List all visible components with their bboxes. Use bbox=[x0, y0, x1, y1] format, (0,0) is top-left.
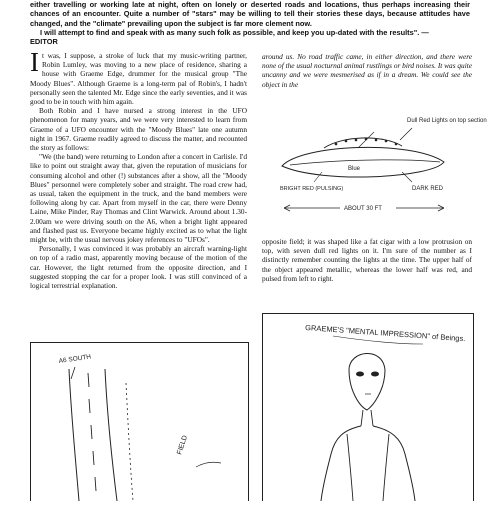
editor-intro bbox=[30, 0, 470, 46]
drop-cap: I bbox=[30, 47, 39, 77]
quote-continuation: around us. No road traffic came, in either direction, and there were none of the usual nocturnal animal rustlings or bird noises. It was quite uncanny and we were mesmerised as if in a dream. We could see the object in the bbox=[262, 52, 472, 89]
paragraph-1-text: t was, I suppose, a stroke of luck that my music-writing partner, Robin Lumley, was moving to a new place of residence, sharing a house with Graeme Edge, drummer for the musical group "The Moody Blues". Although Graeme is a long-term pal of Robin's, I hadn't personally seen the talented Mr. Edge since the early seventies, and it was good to be in touch with him again. bbox=[30, 51, 247, 107]
article-paragraph-4: Personally, I was convinced it was probably an aircraft warning-light on top of a radio mast, apparently moving because of the motion of the car. However, the light returned from the opposite direction, and I suggested stopping the car for a proper look. I was still convinced of a logical terrestrial explanation. bbox=[30, 244, 247, 291]
alien-sketch-figure bbox=[262, 313, 474, 501]
article-left-column bbox=[30, 47, 247, 291]
article-paragraph-3: "We (the band) were returning to London after a concert in Carlisle. I'd like to point out straight away that, given the reputation of musicians for consuming alcohol and other (!) substances after a show, all the "Moody Blues" personnel were completely sober and straight. The road crew had, as usual, taken the equipment in the truck, and the band members were following along by car. Apart from myself in the car, there were Denny Laine, Mike Pinder, Ray Thomas and Clint Warwick. Around about 1.30-2.00am we were driving south on the A6, when a bright light appeared and flashed past us. Everyone became highly excited as to what the light might be, with the usual nervous jokey references to "UFOs". bbox=[30, 152, 247, 245]
intro-promise: I will attempt to find and speak with as many such folk as possible, and keep you up-dated with the results". — bbox=[40, 27, 429, 37]
intro-paragraph: either travelling or working late at night, often on lonely or deserted roads and locations, thus perhaps increasing their chances of an encounter. Quite a number of "stars" may be willing to tell their stories these days, because attitudes have changed, and the "climate" prevailing upon the subject is far more clement now. bbox=[30, 0, 470, 28]
article-right-column-middle bbox=[262, 237, 472, 283]
label-size: ABOUT 30 FT bbox=[344, 206, 382, 212]
intro-signoff: EDITOR bbox=[30, 37, 58, 47]
ufo-sketch bbox=[262, 96, 487, 228]
article-paragraph-2: Both Robin and I have nursed a strong interest in the UFO phenomenon for many years, and we were very interested to learn from Graeme of a UFO encounter with the "Moody Blues" late one autumn night in 1967. Graeme readily agreed to discuss the matter, and recounted the story as follows: bbox=[30, 106, 247, 153]
alien-sketch bbox=[263, 314, 473, 501]
alien-caption: GRAEME'S "MENTAL IMPRESSION" of Beings. bbox=[304, 323, 466, 344]
label-a6-south: A6 SOUTH bbox=[58, 353, 92, 365]
label-dull-red-lights: Dull Red Lights on top section bbox=[407, 118, 487, 124]
ufo-sketch-figure bbox=[262, 96, 487, 228]
road-sketch-figure bbox=[30, 342, 249, 501]
road-sketch bbox=[31, 343, 248, 501]
label-field: FIELD bbox=[176, 434, 190, 456]
article-paragraph-1 bbox=[30, 47, 247, 107]
label-bright-red: BRIGHT RED (PULSING) bbox=[280, 186, 344, 192]
label-dark-red: DARK RED bbox=[412, 186, 444, 192]
label-blue: Blue bbox=[348, 166, 361, 172]
object-description: opposite field; it was shaped like a fat cigar with a low protrusion on top, with seven dull red lights on it. I'm sure of the number as I distinctly remember counting the lights at the time. The upper half of the object appeared metallic, whereas the lower half was red, and pulsed from left to right. bbox=[262, 237, 472, 283]
article-right-column-top bbox=[262, 52, 472, 89]
